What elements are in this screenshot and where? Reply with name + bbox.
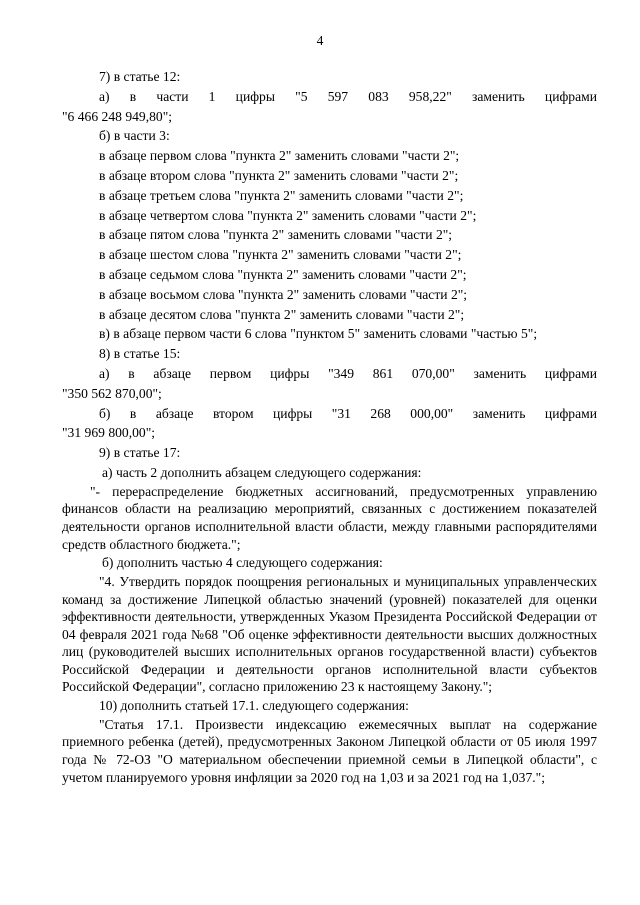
amendment-line: б) в абзаце втором цифры "31 268 000,00" заменить цифрами xyxy=(99,405,597,421)
amendment-item-10: 10) дополнить статьей 17.1. следующего содержания: xyxy=(99,698,409,714)
amendment-line: а) в абзаце первом цифры "349 861 070,00" заменить цифрами xyxy=(99,365,597,381)
document-body xyxy=(62,67,597,786)
amendment-line: "31 969 800,00"; xyxy=(62,425,156,441)
amendment-line: в абзаце третьем слова "пункта 2" заменить словами "части 2"; xyxy=(99,187,464,203)
amendment-line: в абзаце восьмом слова "пункта 2" заменить словами "части 2"; xyxy=(99,286,468,302)
amendment-item-8: 8) в статье 15: xyxy=(99,346,181,362)
quoted-paragraph: "Статья 17.1. Произвести индексацию ежемесячных выплат на содержание приемного ребенка (детей), предусмотренных Законом Липецкой области от 05 июля 1997 года № 72-ОЗ "О материальном обеспечении приемной семьи в Липецкой области", с учетом планируемого уровня инфляции за 2020 год на 1,03 и за 2021 год на 1,037."; xyxy=(62,716,597,785)
amendment-line: в абзаце первом слова "пункта 2" заменить словами "части 2"; xyxy=(99,148,460,164)
amendment-line: "6 466 248 949,80"; xyxy=(62,108,173,124)
page-number: 4 xyxy=(316,33,324,48)
amendment-line: б) в части 3: xyxy=(99,128,170,144)
amendment-line: в) в абзаце первом части 6 слова "пунктом 5" заменить словами "частью 5"; xyxy=(99,326,538,342)
amendment-line: "350 562 870,00"; xyxy=(62,385,162,401)
amendment-line: в абзаце седьмом слова "пункта 2" заменить словами "части 2"; xyxy=(99,266,467,282)
amendment-line: в абзаце четвертом слова "пункта 2" заменить словами "части 2"; xyxy=(99,207,477,223)
amendment-line: в абзаце втором слова "пункта 2" заменить словами "части 2"; xyxy=(99,167,459,183)
amendment-line: в абзаце пятом слова "пункта 2" заменить словами "части 2"; xyxy=(99,227,453,243)
quoted-paragraph: "- перераспределение бюджетных ассигнований, предусмотренных управлению финансов области на реализацию мероприятий, связанных с достижением показателей деятельности органов исполнительной власти области, между главными распорядителями средств областного бюджета."; xyxy=(62,483,597,552)
amendment-item-7: 7) в статье 12: xyxy=(99,69,181,84)
amendment-line: в абзаце шестом слова "пункта 2" заменить словами "части 2"; xyxy=(99,247,462,263)
amendment-item-9: 9) в статье 17: xyxy=(99,445,181,461)
amendment-line: в абзаце десятом слова "пункта 2" заменить словами "части 2"; xyxy=(99,306,465,322)
amendment-line: а) в части 1 цифры "5 597 083 958,22" заменить цифрами xyxy=(99,88,597,104)
amendment-line: б) дополнить частью 4 следующего содержания: xyxy=(102,555,383,571)
amendment-line: а) часть 2 дополнить абзацем следующего содержания: xyxy=(102,464,422,480)
quoted-paragraph: "4. Утвердить порядок поощрения региональных и муниципальных управленческих команд за достижение Липецкой областью значений (уровней) показателей для оценки эффективности деятельности, утвержденных Указом Президента Российской Федерации от 04 февраля 2021 года №68 "Об оценке эффективности деятельности высших должностных лиц (руководителей высших исполнительных органов государственной власти) субъектов Российской Федерации и деятельности органов исполнительной власти субъектов Российской Федерации", согласно приложению 23 к настоящему Закону."; xyxy=(62,573,597,695)
